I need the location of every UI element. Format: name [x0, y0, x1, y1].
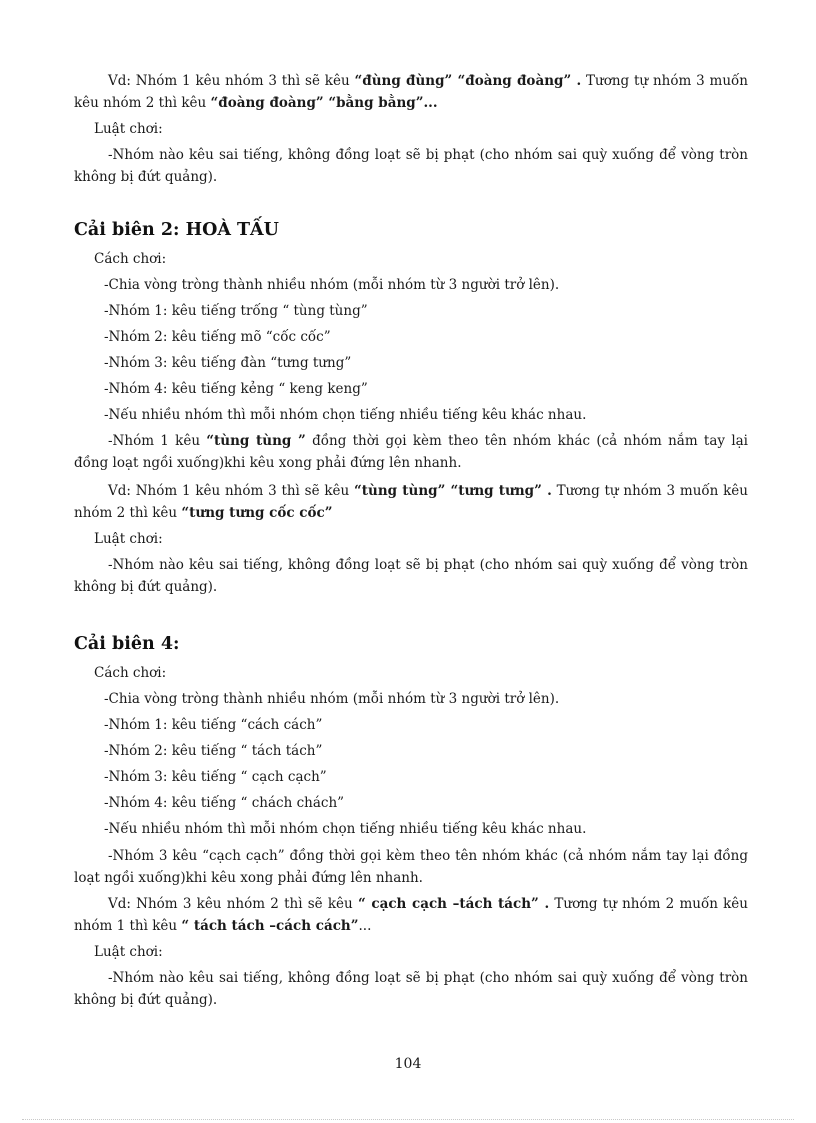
example-paragraph: [74, 480, 748, 524]
list-item: -Nếu nhiều nhóm thì mỗi nhóm chọn tiếng nhiều tiếng kêu khác nhau.: [104, 821, 587, 837]
bold-run: “đùng đùng” “đoàng đoàng” .: [354, 73, 582, 89]
bold-run: “ cạch cạch –tách tách” .: [357, 896, 550, 912]
list-item: -Chia vòng tròng thành nhiều nhóm (mỗi nhóm từ 3 người trở lên).: [104, 277, 560, 293]
call-paragraph: [74, 845, 748, 889]
how-to-play-label: Cách chơi:: [94, 251, 167, 267]
rule-paragraph: -Nhóm nào kêu sai tiếng, không đồng loạt sẽ bị phạt (cho nhóm sai quỳ xuống để vòng tròn không bị đứt quảng).: [74, 147, 748, 185]
list-item: -Nhóm 3: kêu tiếng đàn “tưng tưng”: [104, 355, 352, 371]
rule-paragraph: -Nhóm nào kêu sai tiếng, không đồng loạt sẽ bị phạt (cho nhóm sai quỳ xuống để vòng tròn không bị đứt quảng).: [74, 970, 748, 1008]
text-run: Vd: Nhóm 1 kêu nhóm 3 thì sẽ kêu: [108, 73, 355, 89]
text-run: -Nhóm 3 kêu “cạch cạch” đồng thời gọi kèm theo tên nhóm khác (cả nhóm nắm tay lại đồng loạt ngồi xuống)khi kêu xong phải đứng lên nhanh.: [74, 848, 748, 886]
text-run: Tương tự nhóm 2 muốn kêu nhóm 1 thì kêu: [74, 896, 748, 934]
list-item: -Nhóm 1: kêu tiếng “cách cách”: [104, 717, 323, 733]
section-heading: Cải biên 2: HOÀ TẤU: [74, 220, 279, 240]
text-run: Vd: Nhóm 1 kêu nhóm 3 thì sẽ kêu: [108, 483, 355, 499]
text-run: đồng thời gọi kèm theo tên nhóm khác (cả nhóm nắm tay lại đồng loạt ngồi xuống)khi kêu xong phải đứng lên nhanh.: [74, 433, 748, 471]
text-run: Tương tự nhóm 3 muốn kêu nhóm 2 thì kêu: [74, 73, 748, 111]
list-item: -Nhóm 2: kêu tiếng mõ “cốc cốc”: [104, 329, 331, 345]
bold-run: “tùng tùng ”: [206, 433, 306, 449]
list-item: -Nếu nhiều nhóm thì mỗi nhóm chọn tiếng nhiều tiếng kêu khác nhau.: [104, 407, 587, 423]
rules-label: Luật chơi:: [94, 531, 163, 547]
text-run: Tương tự nhóm 3 muốn kêu nhóm 2 thì kêu: [74, 483, 748, 521]
text-run: -Nhóm 1 kêu: [108, 433, 207, 449]
text-run: Vd: Nhóm 3 kêu nhóm 2 thì sẽ kêu: [108, 896, 358, 912]
text-run: ...: [358, 918, 372, 934]
call-paragraph: [74, 430, 748, 474]
list-item: -Nhóm 4: kêu tiếng “ chách chách”: [104, 795, 345, 811]
rules-label: Luật chơi:: [94, 944, 163, 960]
list-item: -Nhóm 3: kêu tiếng “ cạch cạch”: [104, 769, 327, 785]
bold-run: “tùng tùng” “tưng tưng” .: [354, 483, 552, 499]
rule-paragraph: -Nhóm nào kêu sai tiếng, không đồng loạt sẽ bị phạt (cho nhóm sai quỳ xuống để vòng tròn không bị đứt quảng).: [74, 557, 748, 595]
list-item: -Nhóm 4: kêu tiếng kẻng “ keng keng”: [104, 381, 368, 397]
bold-run: “tưng tưng cốc cốc”: [181, 505, 333, 521]
list-item: -Nhóm 2: kêu tiếng “ tách tách”: [104, 743, 323, 759]
top-example-paragraph: [74, 70, 748, 114]
bold-run: “đoàng đoàng” “bằng bằng”...: [210, 95, 438, 111]
footer-divider: [22, 1119, 794, 1120]
rules-label: Luật chơi:: [94, 121, 163, 137]
page-number: 104: [394, 1056, 422, 1072]
section-heading: Cải biên 4:: [74, 634, 180, 654]
example-paragraph: [74, 893, 748, 937]
how-to-play-label: Cách chơi:: [94, 665, 167, 681]
list-item: -Nhóm 1: kêu tiếng trống “ tùng tùng”: [104, 303, 368, 319]
list-item: -Chia vòng tròng thành nhiều nhóm (mỗi nhóm từ 3 người trở lên).: [104, 691, 560, 707]
bold-run: “ tách tách –cách cách”: [181, 918, 359, 934]
